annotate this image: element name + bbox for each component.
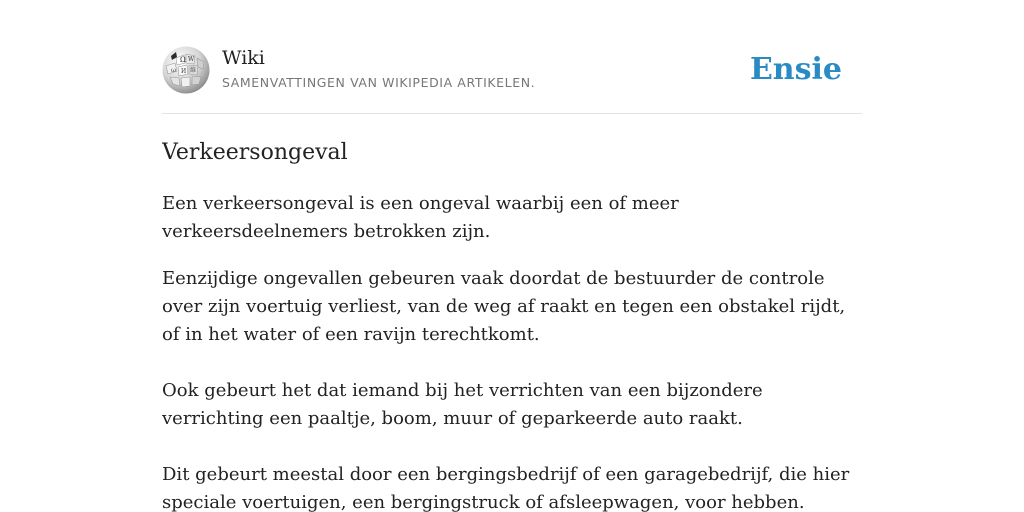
article-title: Verkeersongeval [162,140,348,165]
svg-text:ω: ω [171,67,176,74]
site-name[interactable]: Wiki [222,47,265,69]
article-paragraph: Ook gebeurt het dat iemand bij het verrichten van een bijzondere verrichting een paaltje, boom, muur of geparkeerde auto raakt. [162,380,763,429]
ensie-brand-link[interactable]: Ensie [749,52,842,87]
site-header [162,46,862,96]
article-paragraph: Eenzijdige ongevallen gebeuren vaak doordat de bestuurder de controle over zijn voertuig verliest, van de weg af raakt en tegen een obstakel rijdt, of in het water of een ravijn terechtkomt. [162,268,846,345]
article-paragraph: Dit gebeurt meestal door een bergingsbedrijf of een garagebedrijf, die hier speciale voertuigen, een bergingstruck of afsleepwagen, voor hebben. [162,464,850,512]
article-paragraph: Een verkeersongeval is een ongeval waarbij een of meer verkeersdeelnemers betrokken zijn. [162,193,679,242]
svg-text:И: И [181,68,187,75]
svg-text:W: W [188,56,195,63]
svg-text:維: 維 [190,67,197,74]
site-tagline: SAMENVATTINGEN VAN WIKIPEDIA ARTIKELEN. [222,75,536,90]
svg-text:Ω: Ω [180,56,186,64]
header-divider [162,113,862,114]
page [162,0,862,512]
wikipedia-globe-icon[interactable] [162,46,210,94]
